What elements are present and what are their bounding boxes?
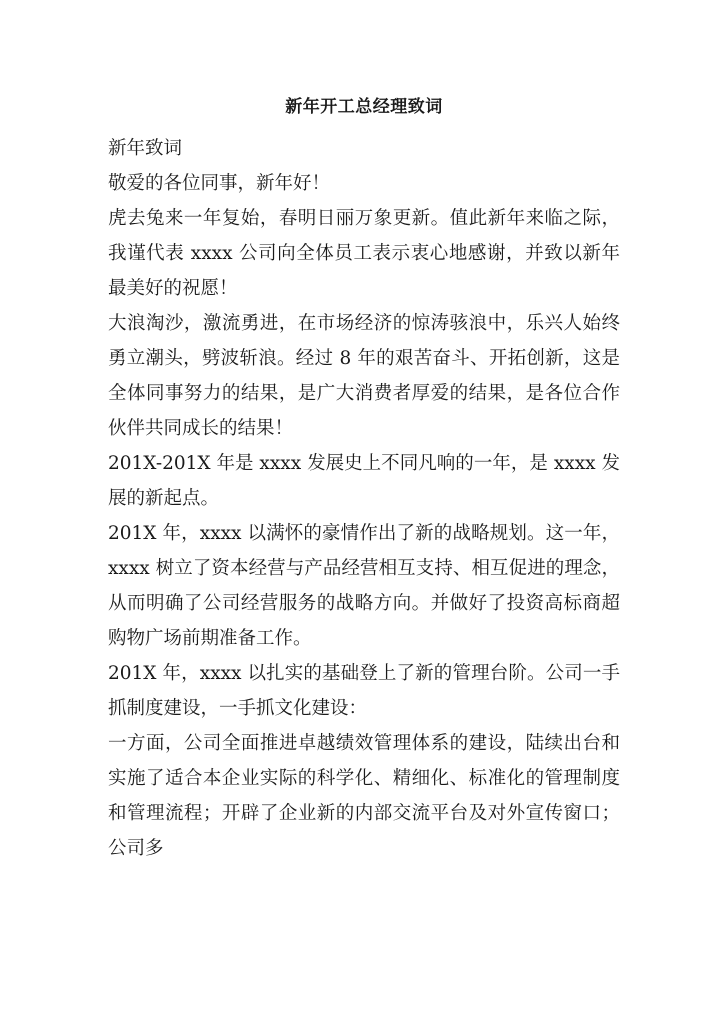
- document-title: 新年开工总经理致词: [285, 97, 443, 117]
- paragraph-new-year-wishes: 虎去兔来一年复始，春明日丽万象更新。值此新年来临之际，我谨代表 xxxx 公司向全体员工表示衷心地感谢，并致以新年最美好的祝愿！: [108, 208, 620, 299]
- paragraph-salutation: 敬爱的各位同事，新年好！: [108, 173, 331, 194]
- paragraph-performance-system: 一方面，公司全面推进卓越绩效管理体系的建设，陆续出台和实施了适合本企业实际的科学化、精细化、标准化的管理制度和管理流程；开辟了企业新的内部交流平台及对外宣传窗口；公司多: [108, 733, 620, 859]
- paragraph-milestone-year: 201X-201X 年是 xxxx 发展史上不同凡响的一年，是 xxxx 发展的新起点。: [108, 453, 620, 509]
- paragraph-greeting-heading: 新年致词: [108, 138, 183, 159]
- paragraph-achievements: 大浪淘沙，激流勇进，在市场经济的惊涛骇浪中，乐兴人始终勇立潮头，劈波斩浪。经过 8 年的艰苦奋斗、开拓创新，这是全体同事努力的结果，是广大消费者厚爱的结果，是各位合作伙伴共同成长的结果！: [108, 313, 620, 439]
- paragraph-management: 201X 年，xxxx 以扎实的基础登上了新的管理台阶。公司一手抓制度建设，一手抓文化建设：: [108, 663, 620, 719]
- paragraph-strategy: 201X 年，xxxx 以满怀的豪情作出了新的战略规划。这一年，xxxx 树立了资本经营与产品经营相互支持、相互促进的理念，从而明确了公司经营服务的战略方向。并做好了投资高标商超购物广场前期准备工作。: [108, 523, 620, 649]
